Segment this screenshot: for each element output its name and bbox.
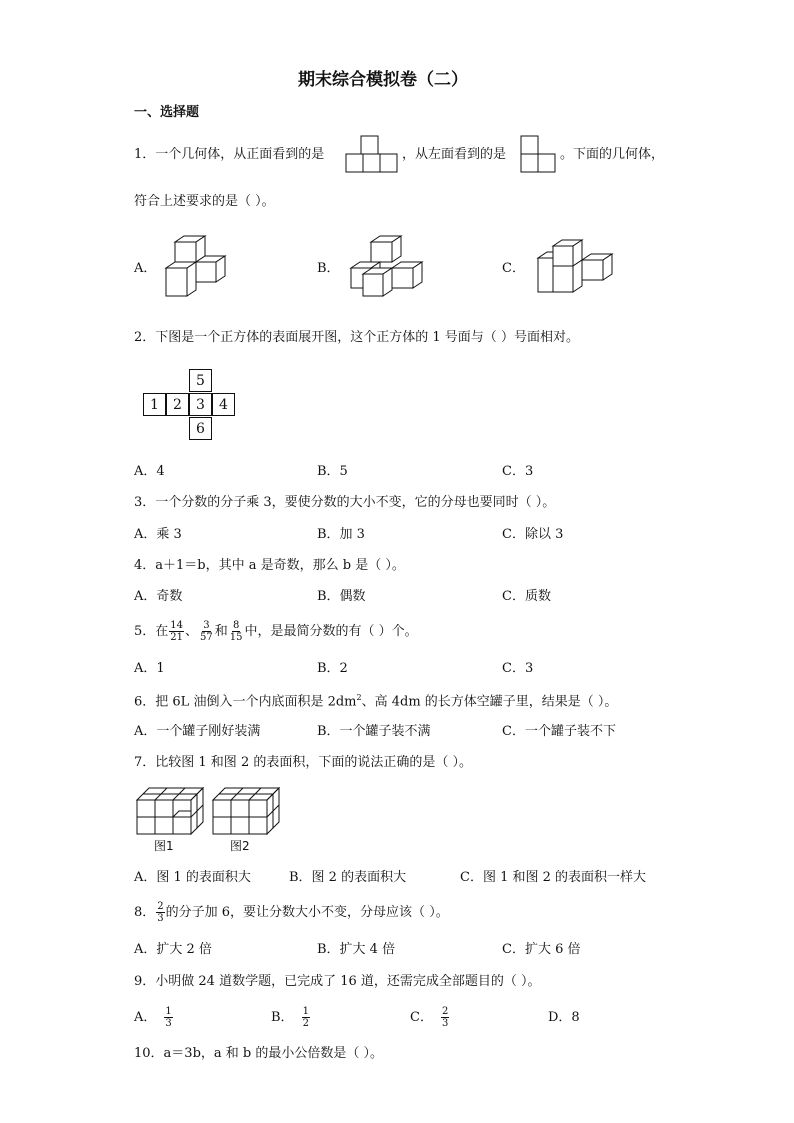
figure-2-caption: 图2 <box>230 839 250 853</box>
left-view-figure <box>521 134 557 174</box>
q8-tail: 的分子加 6，要让分数大小不变，分母应该（ ）。 <box>165 904 449 920</box>
fraction-8-15: $\frac{8}{15}$ <box>229 619 243 643</box>
figure-1-caption: 图1 <box>154 839 174 853</box>
q4-option-b: B．偶数 <box>317 589 366 604</box>
q3-option-b: B．加 3 <box>317 527 365 542</box>
q1-text-part2: ，从左面看到的是 <box>402 147 507 162</box>
net-face: 4 <box>212 393 235 416</box>
front-view-figure <box>346 134 398 174</box>
q3-option-a: A．乘 3 <box>134 527 182 542</box>
q2-option-c: C．3 <box>502 464 534 479</box>
q1-option-b-label: B． <box>317 261 340 276</box>
q5-sep1: 、 <box>185 623 199 639</box>
q9-option-a: A． $\frac{1}{3}$ <box>134 1005 172 1029</box>
q5-line <box>134 618 418 644</box>
net-face: 6 <box>189 417 212 440</box>
q5-option-a: A．1 <box>134 661 165 676</box>
q1-option-c-label: C． <box>502 261 525 276</box>
q2-text: 2．下图是一个正方体的表面展开图，这个正方体的 1 号面与（ ）号面相对。 <box>134 330 579 345</box>
section-heading: 一、选择题 <box>134 105 200 120</box>
q9-option-b: B． $\frac{1}{2}$ <box>271 1005 309 1029</box>
q9-option-c: C． $\frac{2}{3}$ <box>410 1005 449 1029</box>
q4-option-a: A．奇数 <box>134 589 183 604</box>
q8-option-a: A．扩大 2 倍 <box>134 942 212 957</box>
fraction-3-57: $\frac{3}{57}$ <box>200 619 213 643</box>
q8-option-c: C．扩大 6 倍 <box>502 942 581 957</box>
fraction-2-3: $\frac{2}{3}$ <box>157 900 164 924</box>
q2-option-b: B．5 <box>317 464 348 479</box>
q1-option-a-figure <box>163 234 227 300</box>
q6-option-b: B．一个罐子装不满 <box>317 724 431 739</box>
q1-option-c-figure <box>536 238 618 300</box>
q4-text: 4．a＋1＝b，其中 a 是奇数，那么 b 是（ ）。 <box>134 558 405 573</box>
q4-option-c: C．质数 <box>502 589 551 604</box>
q8-line <box>134 899 449 925</box>
net-face: 1 <box>143 393 166 416</box>
q7-option-c: C．图 1 和图 2 的表面积一样大 <box>460 870 647 885</box>
net-face: 5 <box>189 369 212 392</box>
q7-option-a: A．图 1 的表面积大 <box>134 870 251 885</box>
q1-option-a-label: A． <box>134 261 157 276</box>
q5-option-c: C．3 <box>502 661 534 676</box>
figure-1-cuboid <box>136 787 204 837</box>
q8-lead: 8． <box>134 904 156 920</box>
q3-text: 3．一个分数的分子乘 3，要使分数的大小不变，它的分母也要同时（ ）。 <box>134 495 556 510</box>
q6-option-c: C．一个罐子装不下 <box>502 724 616 739</box>
figure-2-cuboid <box>212 787 280 837</box>
q8-option-b: B．扩大 4 倍 <box>317 942 396 957</box>
page-title: 期末综合模拟卷（二） <box>298 70 468 90</box>
q1-text-part3: 。下面的几何体， <box>560 147 665 162</box>
q3-option-c: C．除以 3 <box>502 527 564 542</box>
q7-option-b: B．图 2 的表面积大 <box>289 870 407 885</box>
q9-text: 9．小明做 24 道数学题，已完成了 16 道，还需完成全部题目的（ ）。 <box>134 974 541 989</box>
q1-text-line2: 符合上述要求的是（ ）。 <box>134 194 275 209</box>
q1-option-b-figure <box>349 234 427 300</box>
q6-option-a: A．一个罐子刚好装满 <box>134 724 261 739</box>
q5-option-b: B．2 <box>317 661 348 676</box>
q10-text: 10．a＝3b，a 和 b 的最小公倍数是（ ）。 <box>134 1046 383 1061</box>
q7-text: 7．比较图 1 和图 2 的表面积，下面的说法正确的是（ ）。 <box>134 755 472 770</box>
q9-option-d: D．8 <box>548 1010 580 1025</box>
q5-tail: 中，是最简分数的有（ ）个。 <box>244 623 418 639</box>
net-face: 3 <box>189 393 212 416</box>
q1-text-part1: 1．一个几何体，从正面看到的是 <box>134 147 325 162</box>
q6-text: 6．把 6L 油倒入一个内底面积是 $2dm^2$、高 4dm 的长方体空罐子里，结果是（ ）。 <box>134 693 618 710</box>
q2-option-a: A．4 <box>134 464 165 479</box>
net-face: 2 <box>166 393 189 416</box>
q5-lead: 5．在 <box>134 623 169 639</box>
q5-sep2: 和 <box>214 623 228 639</box>
fraction-14-21: $\frac{14}{21}$ <box>170 619 184 643</box>
